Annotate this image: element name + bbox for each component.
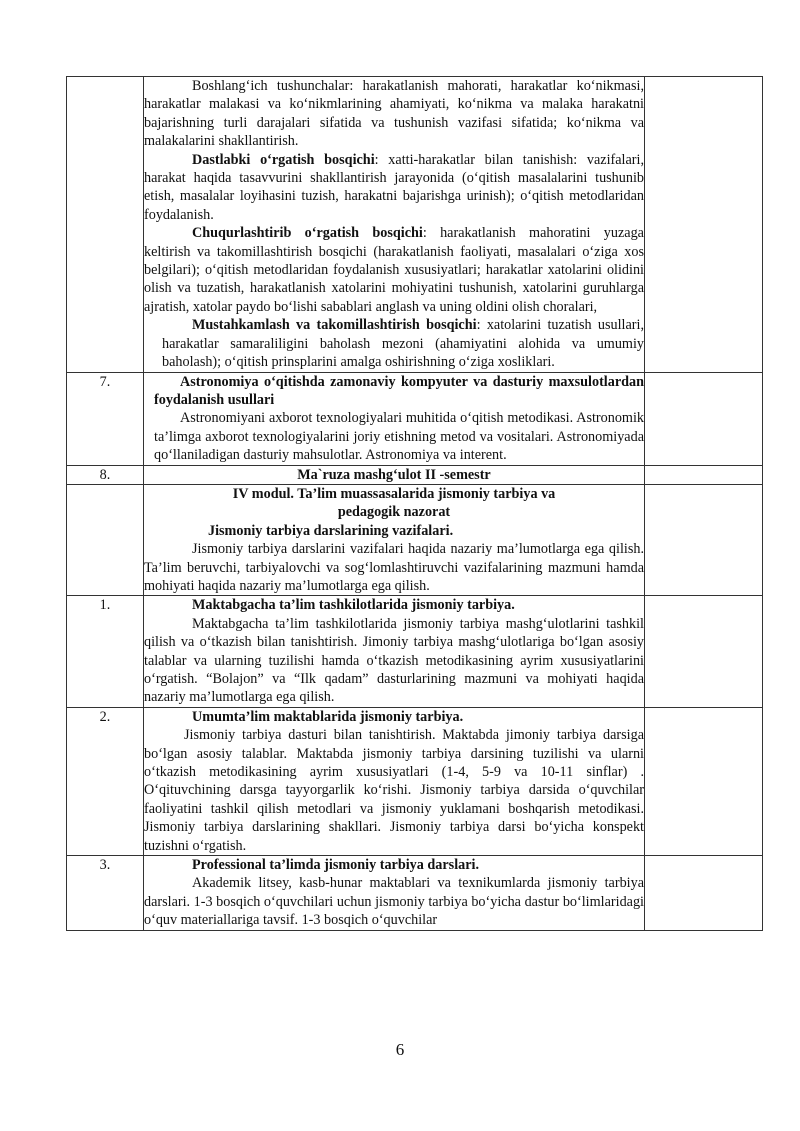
row-number (67, 77, 144, 373)
module-title: pedagogik nazorat (337, 504, 451, 521)
row-content (144, 372, 645, 465)
stage-text: : xatolarini tuzatish usullari, harakatlar samaraliligini baholash mezoni (ahamiyatini alohida va umumiy baholash); o‘qitish prinsplarini amalga oshirishning o‘ziga xosliklari. (162, 317, 645, 371)
row-number: 7. (67, 372, 144, 465)
topic-text: Akademik litsey, kasb-hunar maktablari va texnikumlarda jismoniy tarbiya darslari. 1-3 bosqich o‘quvchilari uchun jismoniy tarbiya bo‘yicha dastur bo‘limlaridagi o‘quv materiallariga tavsif. 1-3 bosqich o‘quvchilar (144, 875, 644, 929)
table-row (67, 707, 763, 855)
paragraph (144, 316, 644, 371)
row-number (67, 484, 144, 595)
stage-text: : harakatlanish mahoratini yuzaga keltirish va takomillashtirish bosqichi (harakatlanish faoliyati, masalalari o‘ziga xos belgilari); o‘qitish metodlaridan foydalanish xususiyatlari; harakatlar xatolarini olidini olish va tuzatish, harakatlanish xatolarini mohiyatini tushunish, xatolarini guruhlarga ajratish, xatolar paydo bo‘lishi sabablari anglash va uning oldini olish choralari, (144, 225, 644, 315)
empty-cell (645, 465, 763, 484)
topic-text: Jismoniy tarbiya dasturi bilan tanishtirish. Maktabda jimoniy tarbiya darsiga bo‘lgan asosiy talablar. Maktabda jismoniy tarbiya darsining tuzilishi va ularni o‘tkazish metodikasining ayrim xususiyatlari (1-4, 5-9 va 10-11 sinflar) . O‘qituvchining darsga tayyorgarlik ko‘rishi. Jismoniy tarbiya darsida o‘quvchilar faoliyatini tashkil qilish metodlari va jismoniy yuklamani boshqarish metodikasi. Jismoniy tarbiya darslarining shakllari. Jismoniy tarbiya darsi bo‘yicha konspekt tuzishni o‘rgatish. (144, 727, 644, 854)
row-content (144, 856, 645, 931)
stage-title: Dastlabki o‘rgatish bosqichi (192, 151, 375, 168)
table-row (67, 596, 763, 707)
topic-title: Jismoniy tarbiya darslarining vazifalari. (208, 522, 454, 539)
row-content (144, 707, 645, 855)
stage-title: Chuqurlashtirib o‘rgatish bosqichi (192, 225, 423, 242)
table-row (67, 465, 763, 484)
section-title: Ma`ruza mashg‘ulot II -semestr (144, 465, 645, 484)
row-content (144, 484, 645, 595)
page-number: 6 (395, 1040, 405, 1059)
empty-cell (645, 77, 763, 373)
paragraph (144, 151, 644, 225)
row-number: 8. (67, 465, 144, 484)
table-row (67, 77, 763, 373)
topic-text: Astronomiyani axborot texnologiyalari muhitida o‘qitish metodikasi. Astronomik ta’limga axborot texnologiyalarini joriy etishning metod va vositalari. Astronomiyada qo‘llaniladigan dasturiy mahsulotlar. Astronomiya va interent. (154, 410, 644, 464)
topic-title: Astronomiya o‘qitishda zamonaviy kompyuter va dasturiy maxsulotlardan foydalanish usullari (154, 373, 644, 408)
empty-cell (645, 596, 763, 707)
empty-cell (645, 484, 763, 595)
table-row (67, 856, 763, 931)
topic-title: Professional ta’limda jismoniy tarbiya darslari. (192, 857, 480, 874)
empty-cell (645, 372, 763, 465)
topic-text: Jismoniy tarbiya darslarini vazifalari haqida nazariy ma’lumotlarga ega qilish. Ta’lim beruvchi, tarbiyalovchi va sog‘lomlashtiruvchi vazifalarining mazmuni hamda mohiyati haqida nazariy ma’lumotlarga ega qilish. (144, 541, 644, 594)
row-content (144, 77, 645, 373)
paragraph: Boshlang‘ich tushunchalar: harakatlanish mahorati, harakatlar ko‘nikmasi, harakatlar malakasi va ko‘nikmlarining ahamiyati, ko‘nikma va malaka harakatni bajarishning turli darajalari sifatida va tushunish vazifasi sifatida; ko‘nikma va malakalarini shakllantirish. (144, 78, 644, 150)
table-row (67, 372, 763, 465)
row-content (144, 596, 645, 707)
empty-cell (645, 856, 763, 931)
topic-title: Maktabgacha ta’lim tashkilotlarida jismoniy tarbiya. (192, 597, 515, 614)
stage-text: : xatti-harakatlar bilan tanishish: vazifalari, harakat haqida tasavvurini shakllantirish jarayonida (o‘qitish masalalarini tushunib etish, masalalar loyihasini tuzish, harakatni bajarishga urinish); o‘qitish metodlaridan foydalanish. (144, 151, 644, 223)
module-title: IV modul. Ta’lim muassasalarida jismoniy tarbiya va (232, 485, 556, 502)
topic-text: Maktabgacha ta’lim tashkilotlarida jismoniy tarbiya mashg‘ulotlarini tashkil qilish va o‘tkazish bilan tanishtirish. Jimoniy tarbiya mashg‘ulotlariga bo‘lgan asosiy talablar va ularning tuzilishi hamda o‘tkazish metodikasining ayrim xususiyatlarini o‘rgatish. “Bolajon” va “Ilk qadam” dasturlarining mazmuni va mohiyati haqida nazariy ma’lumotlarga ega qilish. (144, 615, 644, 706)
topic-title: Umumta’lim maktablarida jismoniy tarbiya. (192, 708, 464, 725)
row-number: 2. (67, 707, 144, 855)
stage-title: Mustahkamlash va takomillashtirish bosqichi (192, 317, 477, 334)
row-number: 3. (67, 856, 144, 931)
curriculum-table (66, 76, 763, 931)
row-number: 1. (67, 596, 144, 707)
empty-cell (645, 707, 763, 855)
paragraph (144, 224, 644, 316)
table-row (67, 484, 763, 595)
